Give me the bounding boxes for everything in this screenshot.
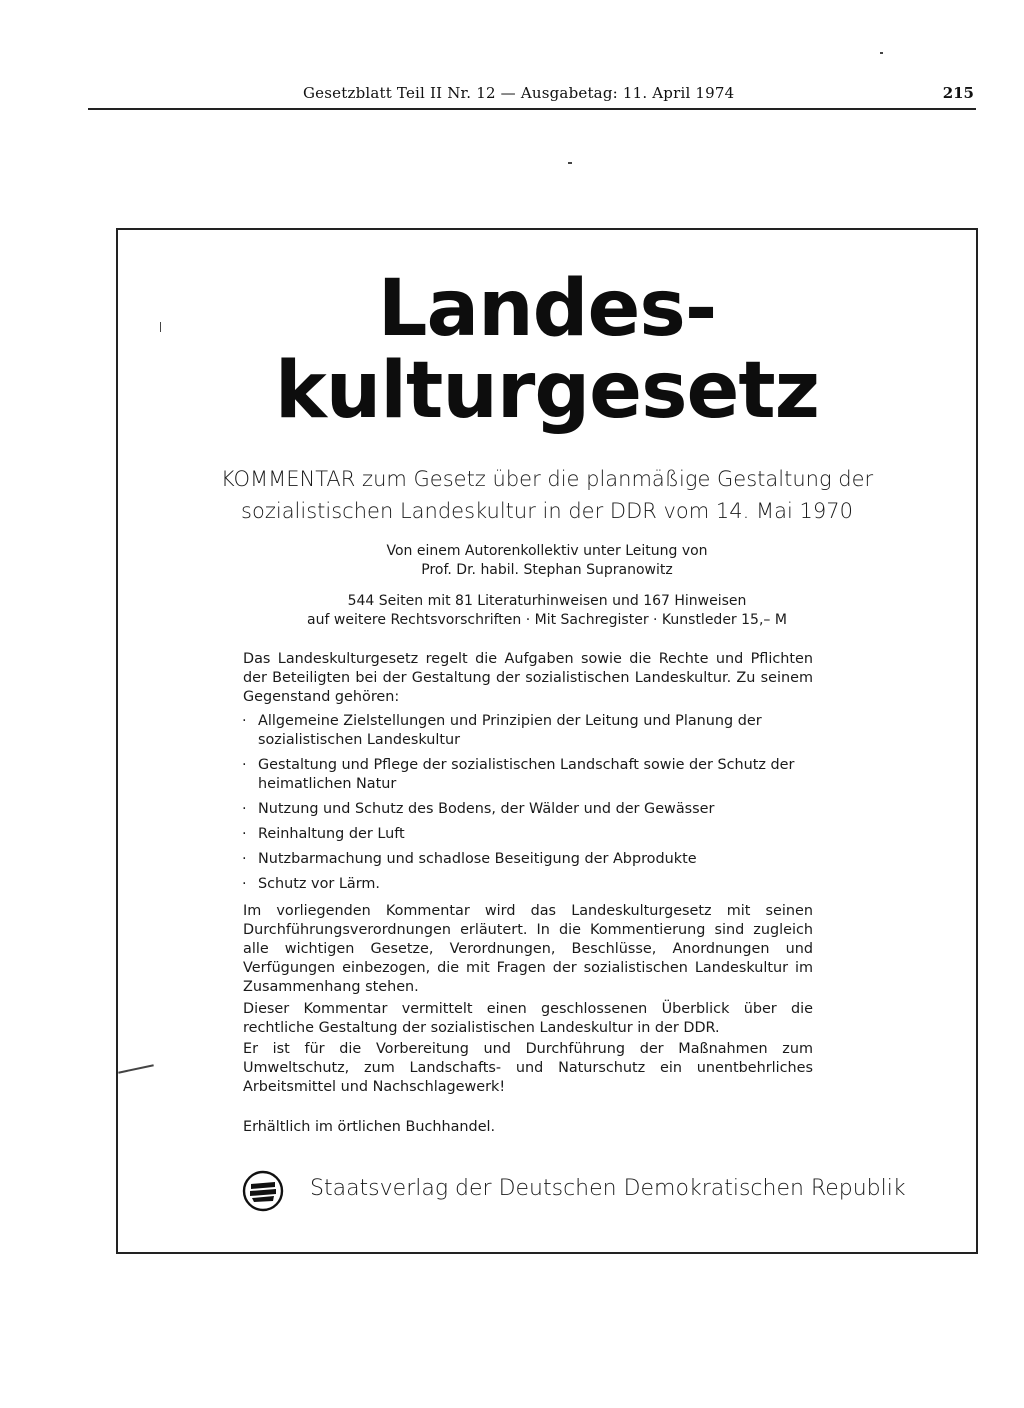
subtitle-line-1: KOMMENTAR zum Gesetz über die planmäßige Gestaltung der: [220, 467, 874, 491]
details-line-2: auf weitere Rechtsvorschriften · Mit Sachregister · Kunstleder 15,– M: [307, 612, 787, 628]
scan-speck: [880, 52, 883, 54]
bullet-dot: ·: [242, 876, 247, 892]
availability-note: Erhältlich im örtlichen Buchhandel.: [243, 1119, 496, 1135]
details-line-1: 544 Seiten mit 81 Literaturhinweisen und 167 Hinweisen: [347, 593, 747, 609]
headline-line-1: Landes-: [377, 264, 717, 354]
publisher-name: Staatsverlag der Deutschen Demokratischen Republik: [310, 1176, 906, 1201]
page-header: [88, 84, 976, 110]
scan-speck: [568, 162, 572, 164]
list-item: [236, 825, 816, 844]
publisher-block: [242, 1170, 906, 1210]
list-item: [236, 756, 816, 794]
page-number: 215: [942, 84, 974, 102]
list-item: [236, 712, 816, 750]
bullet-dot: ·: [242, 757, 247, 773]
topic-list: [236, 712, 816, 900]
header-title: Gesetzblatt Teil II Nr. 12 — Ausgabetag: 11. April 1974: [303, 84, 735, 102]
intro-paragraph: Das Landeskulturgesetz regelt die Aufgaben sowie die Rechte und Pflichten der Beteiligten bei der Gestaltung der sozialistischen Landeskultur. Zu seinem Gegenstand gehören:: [243, 651, 813, 705]
list-item-text: Allgemeine Zielstellungen und Prinzipien der Leitung und Planung der sozialistischen Landeskultur: [258, 713, 762, 748]
paragraph-commentary: Im vorliegenden Kommentar wird das Landeskulturgesetz mit seinen Durchführungsverordnungen erläutert. In die Kommentierung sind zugleich alle wichtigen Gesetze, Verordnungen, Beschlüsse, Anordnungen und Verfügungen einbezogen, die mit Fragen der sozialistischen Landeskultur im Zusammenhang stehen.: [243, 903, 813, 995]
bullet-dot: ·: [242, 826, 247, 842]
credit-line-2: Prof. Dr. habil. Stephan Supranowitz: [421, 562, 673, 578]
list-item-text: Schutz vor Lärm.: [258, 876, 380, 892]
credit-line-1: Von einem Autorenkollektiv unter Leitung von: [386, 543, 708, 559]
publisher-logo-icon: [242, 1170, 284, 1212]
headline-line-2: kulturgesetz: [274, 346, 820, 436]
list-item: [236, 875, 816, 894]
list-item-text: Nutzung und Schutz des Bodens, der Wälder und der Gewässer: [258, 801, 715, 817]
bullet-dot: ·: [242, 713, 247, 729]
list-item: [236, 850, 816, 869]
bullet-dot: ·: [242, 801, 247, 817]
bullet-dot: ·: [242, 851, 247, 867]
list-item-text: Gestaltung und Pflege der sozialistischen Landschaft sowie der Schutz der heimatlichen Natur: [258, 757, 795, 792]
list-item-text: Reinhaltung der Luft: [258, 826, 405, 842]
paragraph-usage: Er ist für die Vorbereitung und Durchführung der Maßnahmen zum Umweltschutz, zum Landschafts- und Naturschutz ein unentbehrliches Arbeitsmittel und Nachschlagewerk!: [243, 1041, 813, 1095]
subtitle-line-2: sozialistischen Landeskultur in der DDR vom 14. Mai 1970: [241, 499, 853, 523]
paragraph-overview: Dieser Kommentar vermittelt einen geschlossenen Überblick über die rechtliche Gestaltung der sozialistischen Landeskultur in der DDR.: [243, 1001, 813, 1036]
scan-speck: [160, 322, 161, 332]
list-item: [236, 800, 816, 819]
advertisement-box: [116, 228, 978, 1254]
list-item-text: Nutzbarmachung und schadlose Beseitigung der Abprodukte: [258, 851, 697, 867]
